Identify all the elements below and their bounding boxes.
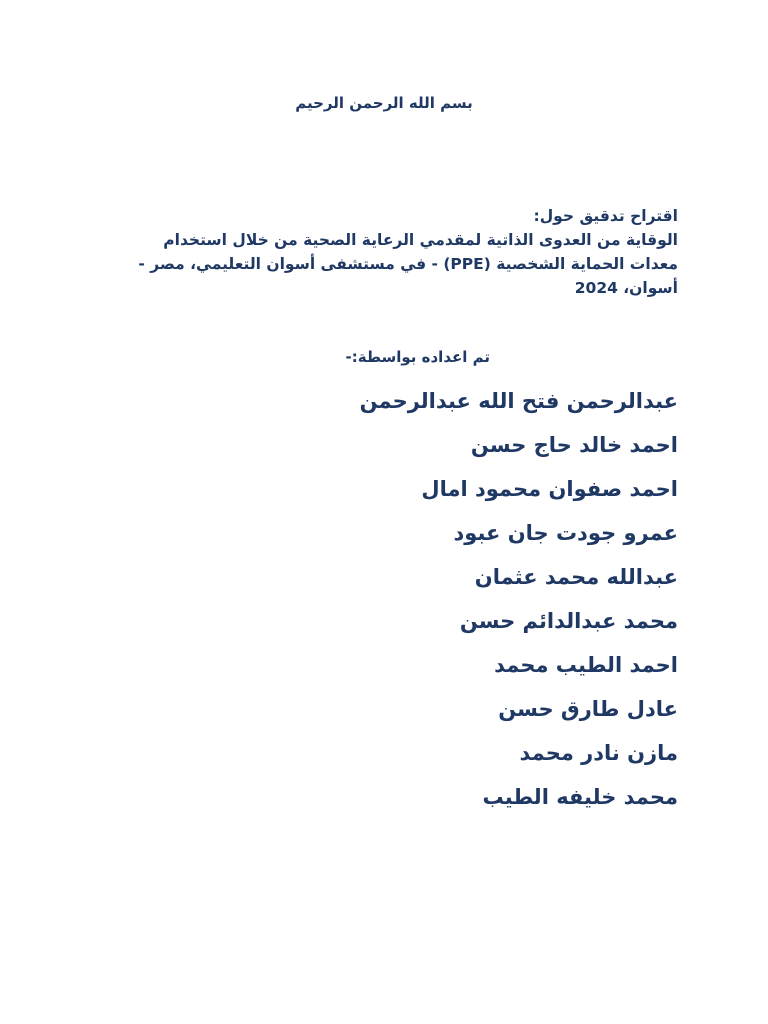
author-name: عبدالله محمد عثمان bbox=[474, 565, 678, 589]
author-name: عمرو جودت جان عبود bbox=[453, 521, 678, 545]
proposal-title-block bbox=[90, 204, 678, 300]
author-name: احمد صفوان محمود امال bbox=[421, 477, 678, 501]
author-name: عبدالرحمن فتح الله عبدالرحمن bbox=[359, 389, 678, 413]
proposal-line: الوقاية من العدوى الذاتية لمقدمي الرعاية الصحية من خلال استخدام bbox=[163, 231, 678, 249]
author-name: احمد الطيب محمد bbox=[494, 653, 678, 677]
author-name: محمد عبدالدائم حسن bbox=[459, 609, 678, 633]
author-name: عادل طارق حسن bbox=[498, 697, 678, 721]
basmala-heading: بسم الله الرحمن الرحيم bbox=[295, 94, 473, 112]
proposal-line: أسوان، 2024 bbox=[574, 279, 678, 297]
prepared-by-label: تم اعداده بواسطة:- bbox=[345, 348, 490, 366]
author-name: مازن نادر محمد bbox=[519, 741, 678, 765]
author-list bbox=[200, 386, 678, 826]
author-name: محمد خليفه الطيب bbox=[482, 785, 678, 809]
proposal-heading: اقتراح تدقيق حول: bbox=[533, 207, 678, 225]
author-name: احمد خالد حاج حسن bbox=[470, 433, 678, 457]
proposal-line: معدات الحماية الشخصية (PPE) - في مستشفى أسوان التعليمي، مصر - bbox=[138, 255, 678, 273]
